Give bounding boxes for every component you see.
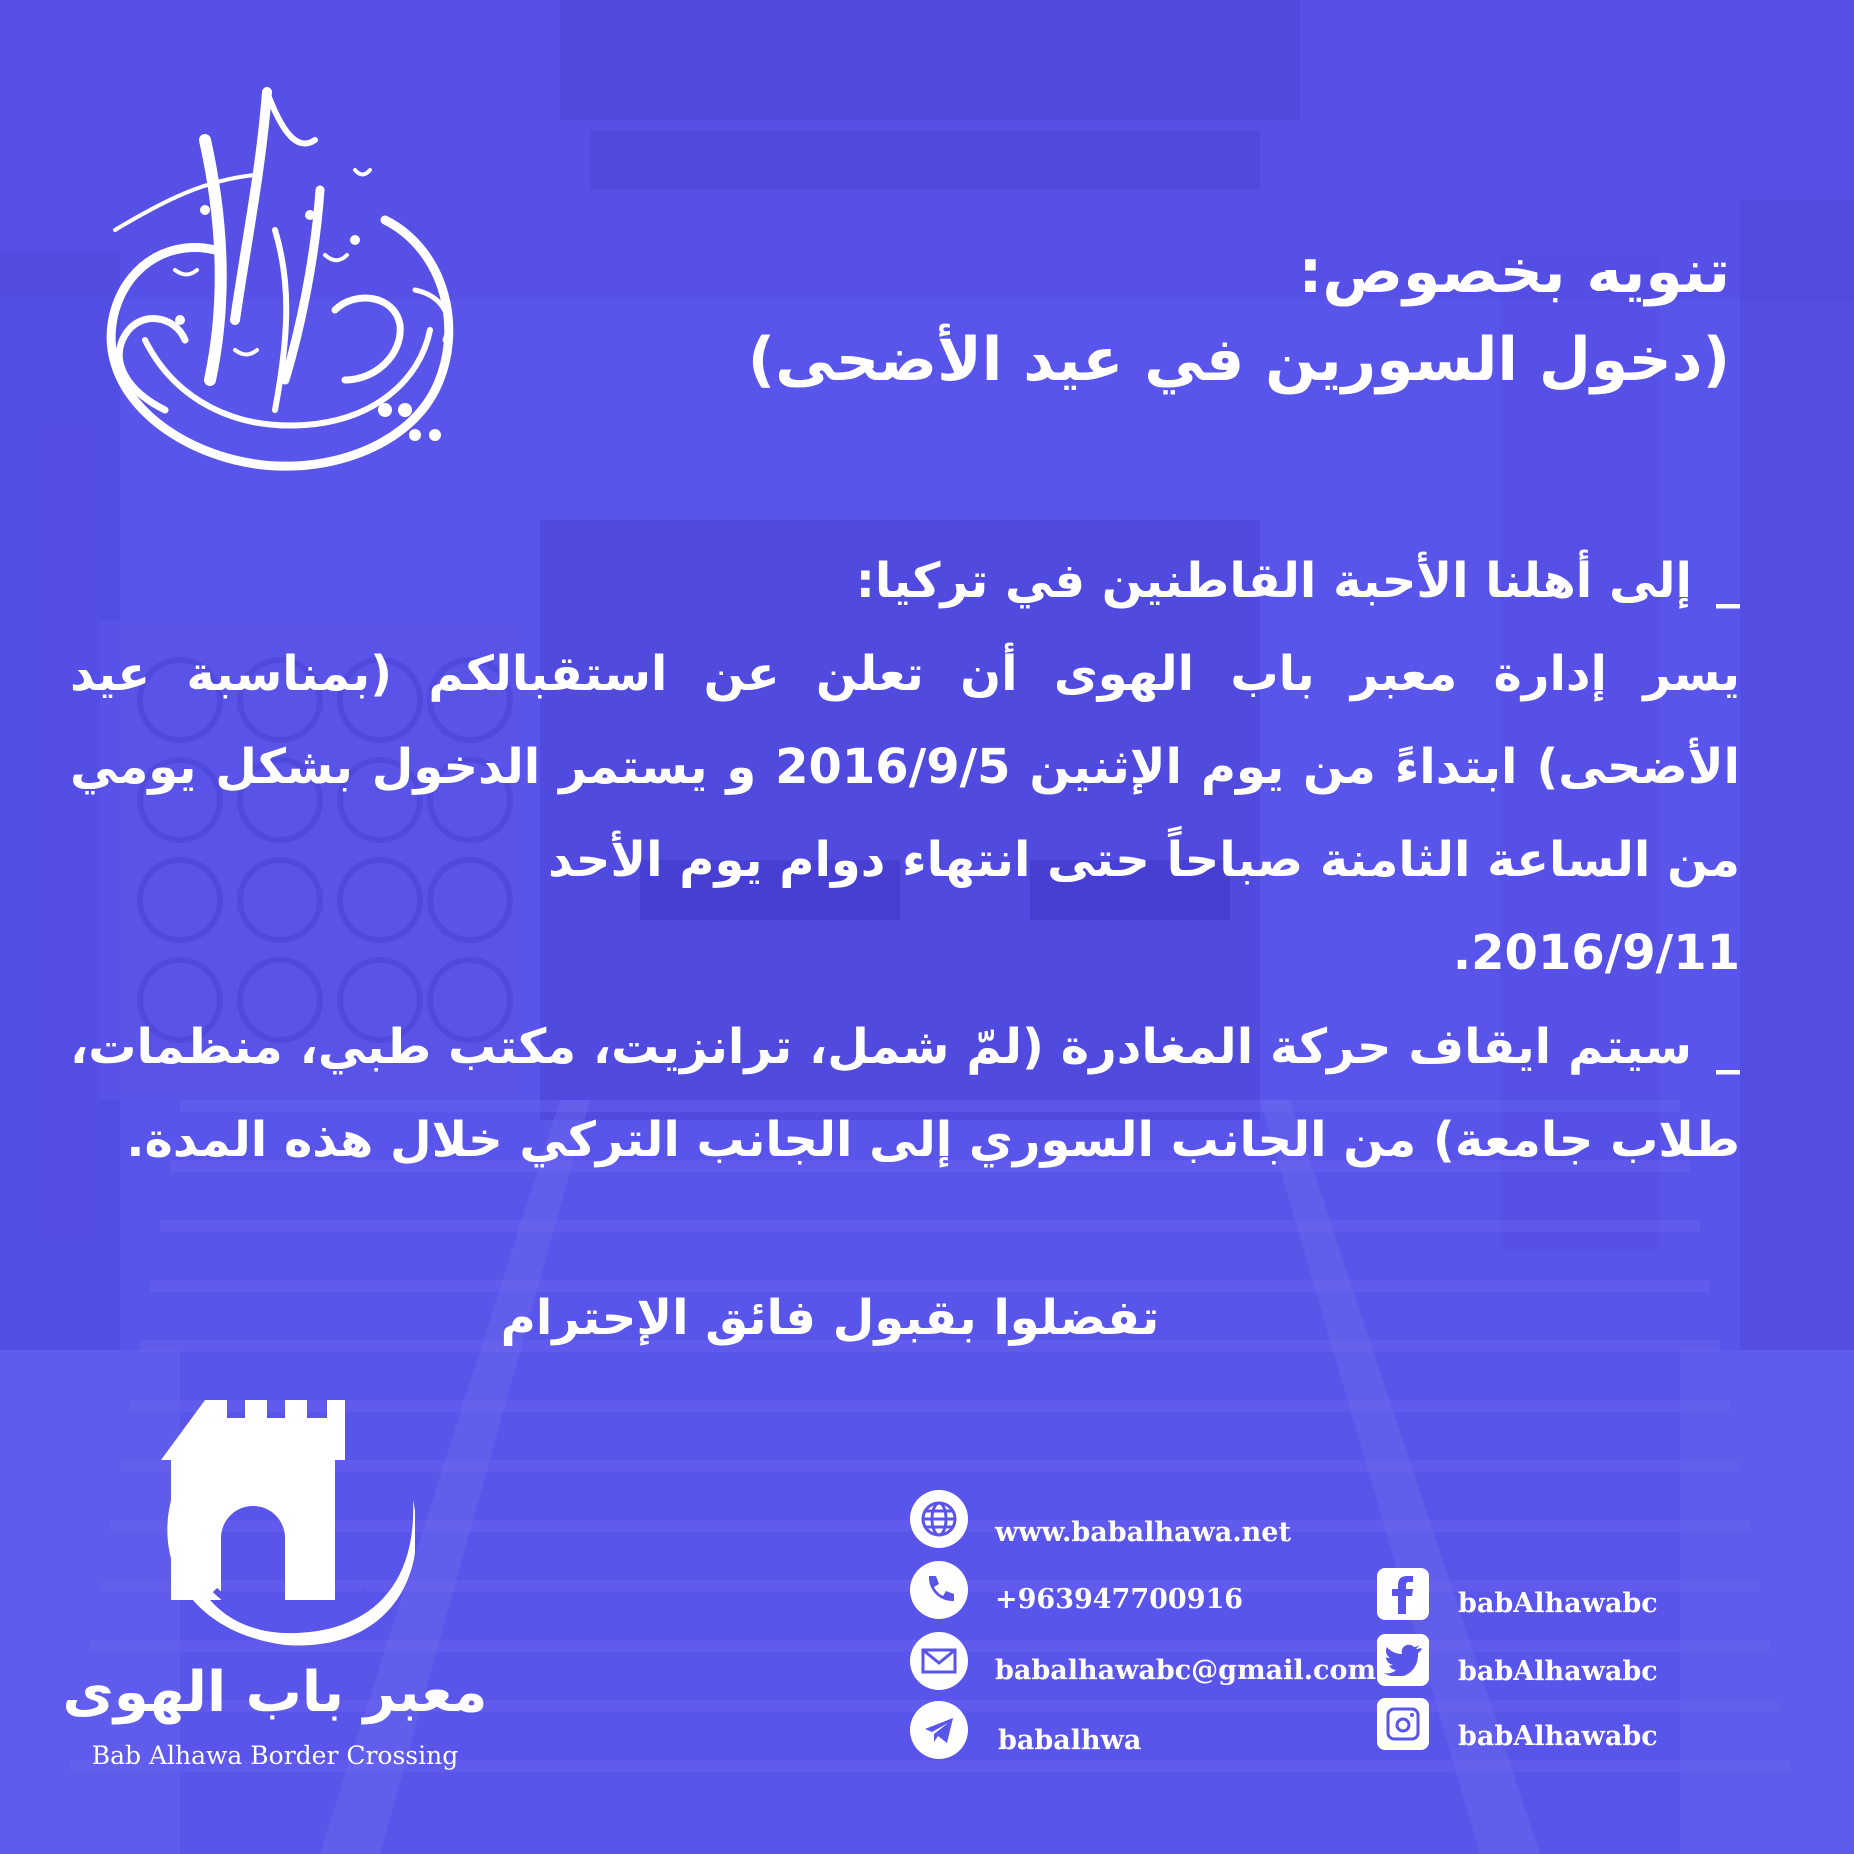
twitter-handle[interactable]: babAlhawabc [1458, 1656, 1658, 1687]
notice-heading [730, 228, 1730, 404]
paragraph-1-lead [70, 535, 1740, 628]
email-address[interactable]: babalhawabc@gmail.com [995, 1655, 1377, 1686]
paragraph-2-text: سيتم ايقاف حركة المغادرة (لمّ شمل، ترانزيت، مكتب طبي، منظمات، طلاب جامعة) من الجانب السوري إلى الجانب التركي خلال هذه المدة. [70, 1019, 1740, 1168]
instagram-handle[interactable]: babAlhawabc [1458, 1721, 1658, 1752]
brand-name-arabic: معبر باب الهوى [62, 1660, 488, 1725]
facebook-handle[interactable]: babAlhawabc [1458, 1588, 1658, 1619]
paragraph-2 [70, 1001, 1740, 1187]
phone-icon[interactable] [910, 1561, 968, 1619]
lead-text: إلى أهلنا الأحبة القاطنين في تركيا: [855, 553, 1692, 609]
paragraph-1-date: 2016/9/11. [1452, 925, 1740, 981]
closing-text: تفضلوا بقبول فائق الإحترام [500, 1290, 1160, 1346]
twitter-icon[interactable] [1377, 1634, 1429, 1686]
heading-line-1: تنويه بخصوص: [1298, 237, 1730, 307]
facebook-icon[interactable] [1377, 1568, 1429, 1620]
instagram-icon[interactable] [1377, 1698, 1429, 1750]
mail-icon[interactable] [910, 1632, 968, 1690]
heading-line-2: (دخول السورين في عيد الأضحى) [747, 325, 1730, 395]
notice-body [70, 535, 1740, 1187]
telegram-handle[interactable]: babalhwa [998, 1725, 1142, 1756]
globe-icon[interactable] [910, 1490, 968, 1548]
eid-mubarak-calligraphy [85, 80, 475, 530]
closing-greeting [0, 1290, 1854, 1346]
bab-alhawa-logo [155, 1390, 415, 1655]
website-link[interactable]: www.babalhawa.net [995, 1517, 1291, 1548]
bullet-dash: _ [1716, 553, 1740, 609]
paragraph-1-text: يسر إدارة معبر باب الهوى أن تعلن عن استقبالكم (بمناسبة عيد الأضحى) ابتداءً من يوم الإثنين 2016/9/5 و يستمر الدخول بشكل يومي من الساعة الثامنة صباحاً حتى انتهاء دوام يوم الأحد [70, 646, 1741, 888]
brand-name-english: Bab Alhawa Border Crossing [91, 1741, 459, 1770]
bullet-dash: _ [1716, 1019, 1740, 1075]
telegram-icon[interactable] [910, 1701, 968, 1759]
phone-number[interactable]: +963947700916 [995, 1584, 1244, 1615]
